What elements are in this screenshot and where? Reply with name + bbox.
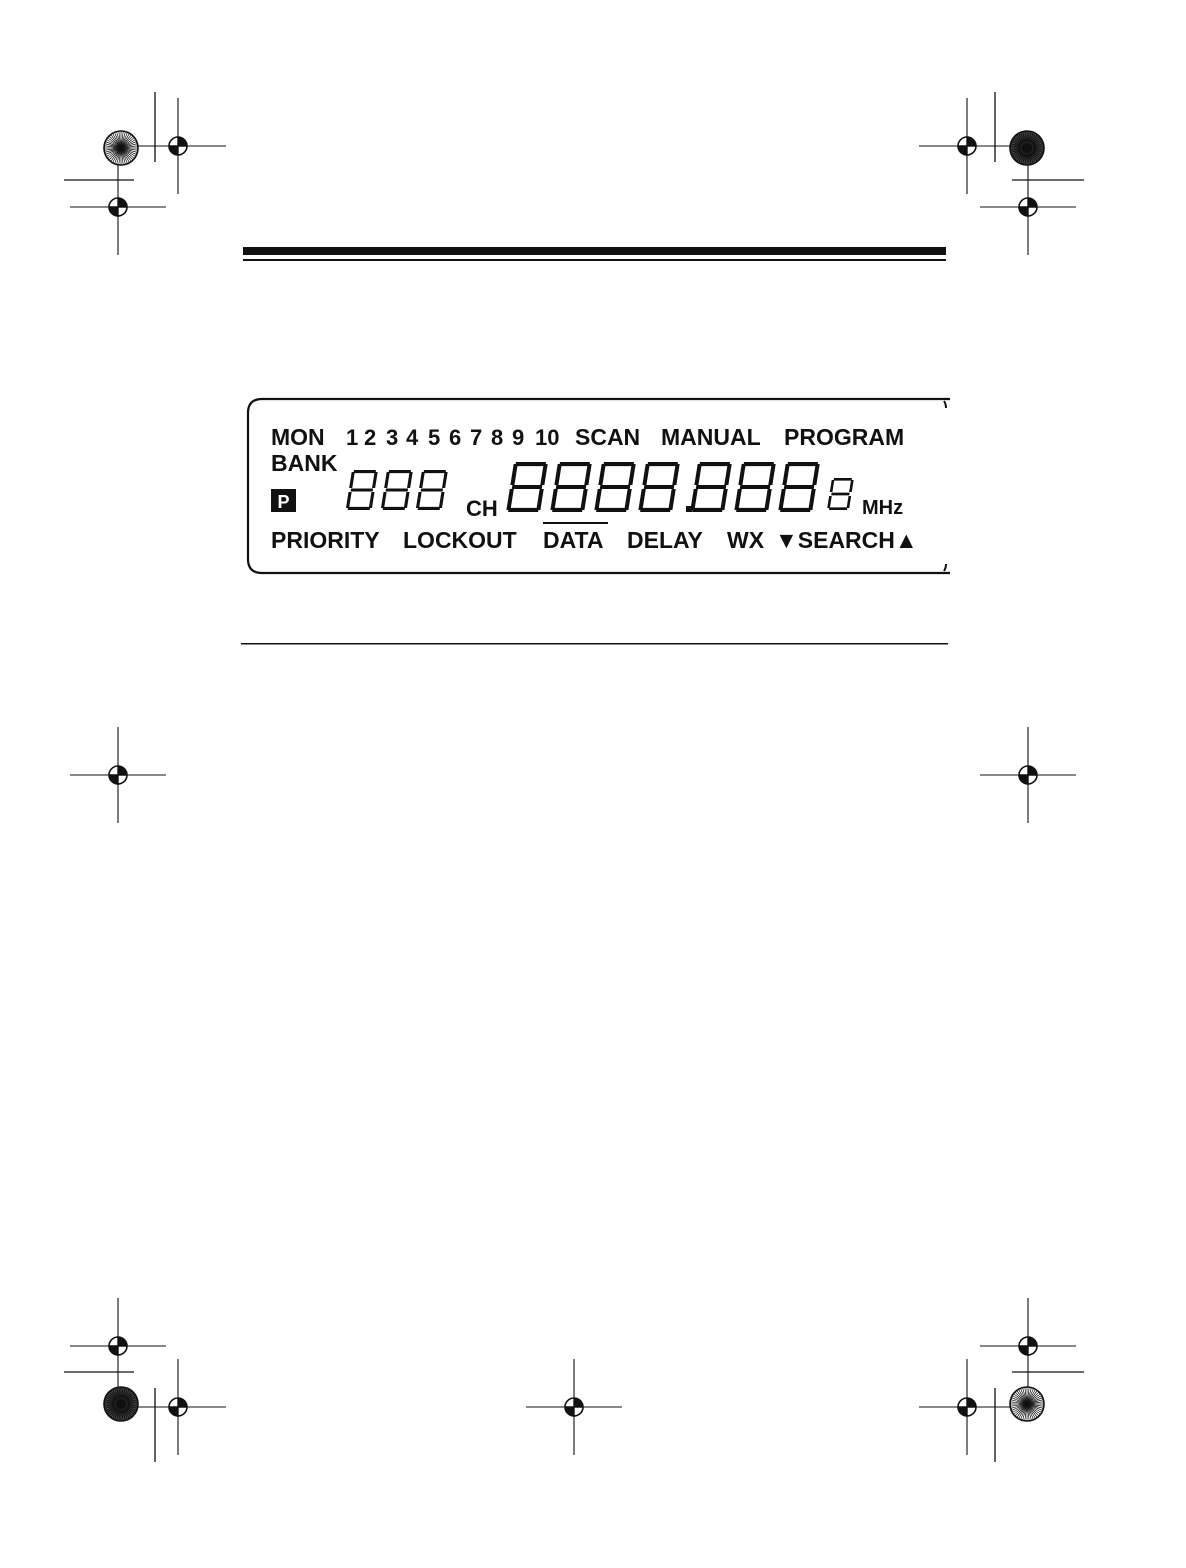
lockout-label: LOCKOUT — [403, 527, 517, 553]
starburst-icon — [1010, 131, 1044, 165]
frequency-digit-8 — [827, 478, 854, 510]
delay-label: DELAY — [627, 527, 703, 553]
bank-number-9: 9 — [512, 425, 525, 450]
mon-label: MON — [271, 424, 325, 450]
priority-indicator — [271, 489, 296, 512]
bank-number-6: 6 — [449, 425, 462, 450]
crosshair-icon — [919, 98, 1015, 194]
search-label: ▼SEARCH▲ — [775, 527, 918, 553]
frequency-unit-label: MHz — [862, 497, 904, 519]
scan-label: SCAN — [575, 424, 641, 450]
priority-indicator-letter: P — [277, 492, 290, 512]
channel-digit-display — [346, 470, 448, 510]
frequency-digit-4 — [638, 462, 680, 512]
channel-digit-2 — [381, 470, 413, 510]
bank-number-8: 8 — [491, 425, 504, 450]
bank-number-4: 4 — [406, 425, 419, 450]
heading-thin-rule — [243, 259, 946, 261]
starburst-icon — [104, 131, 138, 165]
channel-unit-label: CH — [466, 496, 498, 521]
lcd-display — [248, 399, 950, 573]
frequency-digit-7 — [778, 462, 820, 512]
starburst-icon — [1010, 1387, 1044, 1421]
frequency-digit-6 — [734, 462, 776, 512]
bank-number-10: 10 — [535, 425, 560, 450]
frequency-digit-5 — [690, 462, 732, 512]
crosshair-icon — [980, 159, 1076, 255]
starburst-icon — [104, 1387, 138, 1421]
crosshair-marks — [70, 98, 1076, 1455]
data-label: DATA — [543, 527, 604, 553]
program-label: PROGRAM — [784, 424, 905, 450]
crosshair-icon — [70, 1298, 166, 1394]
frequency-digit-3 — [594, 462, 636, 512]
bank-number-row — [346, 425, 559, 450]
bank-number-3: 3 — [386, 425, 399, 450]
bank-number-1: 1 — [346, 425, 359, 450]
frequency-digit-2 — [550, 462, 592, 512]
section-divider — [241, 643, 948, 645]
crosshair-icon — [526, 1359, 622, 1455]
crosshair-icon — [980, 727, 1076, 823]
bank-label: BANK — [271, 450, 338, 476]
crosshair-icon — [130, 1359, 226, 1455]
crosshair-icon — [919, 1359, 1015, 1455]
manual-label: MANUAL — [661, 424, 761, 450]
bank-number-2: 2 — [364, 425, 377, 450]
priority-label: PRIORITY — [271, 527, 380, 553]
crosshair-icon — [980, 1298, 1076, 1394]
starburst-marks — [104, 131, 1044, 1421]
heading-thick-rule — [243, 247, 946, 255]
wx-label: WX — [727, 527, 765, 553]
frequency-digit-1 — [506, 462, 548, 512]
channel-digit-3 — [416, 470, 448, 510]
frequency-digit-display — [506, 462, 854, 512]
bank-number-7: 7 — [470, 425, 483, 450]
bank-number-5: 5 — [428, 425, 441, 450]
crosshair-icon — [70, 159, 166, 255]
registration-marks — [64, 92, 1084, 1462]
crosshair-icon — [70, 727, 166, 823]
crosshair-icon — [130, 98, 226, 194]
channel-digit-1 — [346, 470, 378, 510]
